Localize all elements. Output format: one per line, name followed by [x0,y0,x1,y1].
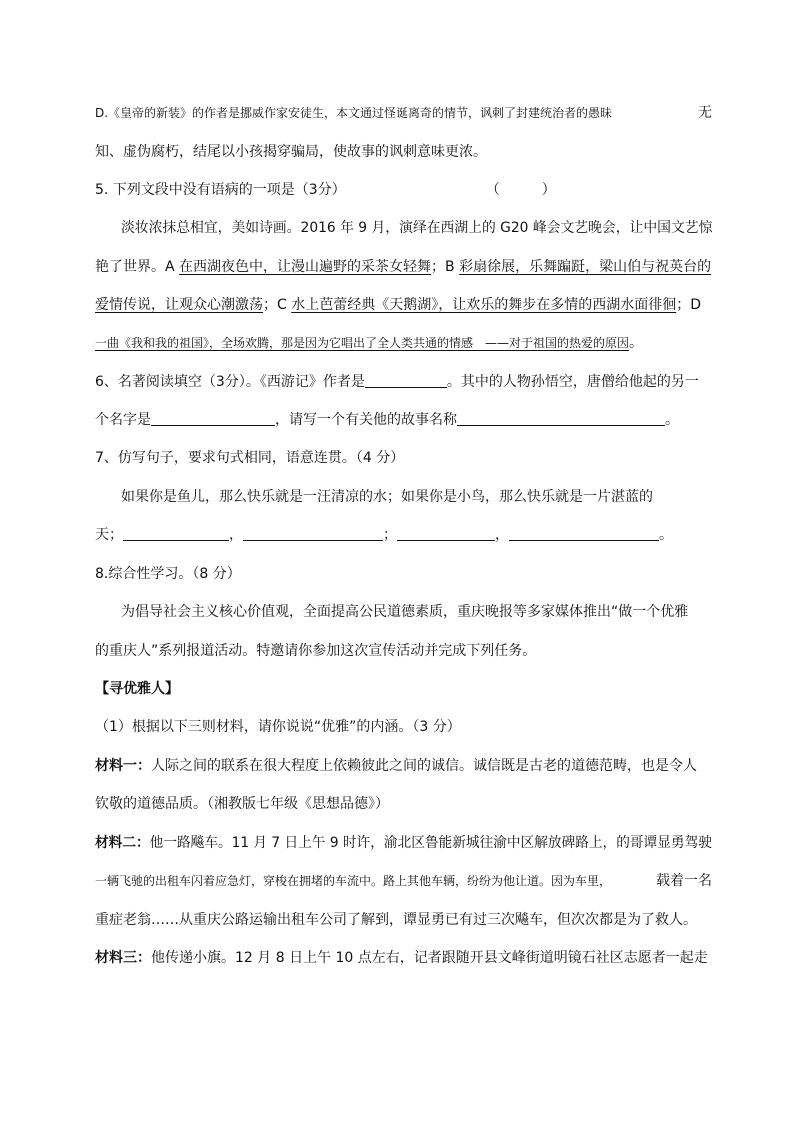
q4-d-end: 无 [698,105,712,121]
q7-text: ， [495,527,509,543]
q6-blank-author[interactable] [365,373,447,388]
q5-answer-paren: （ ） [485,182,556,198]
material-2-line2 [95,871,712,891]
material-2-text: 他一路飚车。11 月 7 日上午 9 时许，渝北区鲁能新城往渝中区解放碑路上，的哥谭显勇驾驶 [149,835,712,851]
q6-text: 6、名著阅读填空（3分）。《西游记》作者是 [95,374,365,390]
q5-text: 艳了世界。A [95,259,180,275]
q6-blank-name[interactable] [151,411,275,426]
q5-text: ；D [676,297,702,313]
q5-option-b-cont: 爱情传说，让观众心潮激荡 [95,297,263,313]
q5-text: ；B [431,259,460,275]
q6-line2 [95,410,712,430]
q7-answer-line [95,525,712,545]
q6-line1 [95,372,712,392]
material-2-text: 载着一名 [656,873,712,889]
q5-passage-line1: 淡妆浓抹总相宜，美如诗画。2016 年 9 月，演绎在西湖上的 G20 峰会文艺晚会，让中国文艺惊 [121,220,713,236]
q5-passage-line2 [95,257,712,277]
material-1-text: 人际之间的联系在很大程度上依赖彼此之间的诚信。诚信既是古老的道德范畴，也是令人 [151,758,697,774]
q6-text: 个名字是 [95,412,151,428]
q8-stem: 8.综合性学习。（8 分） [95,566,241,582]
q5-stem [95,180,712,200]
q8-section-heading: 【寻优雅人】 [95,681,179,697]
q4-option-d-line2: 知、虚伪腐朽，结尾以小孩揭穿骗局，使故事的讽刺意味更浓。 [95,144,487,160]
q5-option-a: 在西湖夜色中，让漫山遍野的采茶女轻舞 [179,259,432,275]
q5-option-b: 彩扇徐展，乐舞蹁跹，梁山伯与祝英台的 [459,259,712,275]
q6-text: 。其中的人物孙悟空，唐僧给他起的另一 [446,374,699,390]
q8-intro-line2: 的重庆人”系列报道活动。特邀请你参加这次宣传活动并完成下列任务。 [95,643,537,659]
q7-blank-4[interactable] [509,526,659,541]
q8-subquestion-1: （1）根据以下三则材料，请你说说“优雅”的内涵。（3 分） [95,719,461,735]
q7-blank-1[interactable] [123,526,229,541]
q7-text: 天； [95,527,123,543]
q6-blank-story[interactable] [457,411,665,426]
material-2-text: 一辆飞驰的出租车闪着应急灯，穿梭在拥堵的车流中。路上其他车辆，纷纷为他让道。因为车里， [95,874,612,888]
material-3-text: 他传递小旗。12 月 8 日上午 10 点左右，记者跟随开县文峰街道明镜石社区志愿者一起走 [151,950,708,966]
material-3-label: 材料三： [95,950,151,966]
q5-stem-text: 5. 下列文段中没有语病的一项是（3分） [95,182,346,198]
q5-option-c: 水上芭蕾经典《天鹅湖》，让欢乐的舞步在多情的西湖水面徘徊 [291,297,677,313]
q6-text: ，请写一个有关他的故事名称 [275,412,457,428]
material-2-line3: 重症老翁……从重庆公路运输出租车公司了解到，谭显勇已有过三次飚车，但次次都是为了救人。 [95,912,697,928]
q5-passage-line4 [95,333,712,353]
material-1-line1 [95,756,712,776]
q7-text: 。 [659,527,673,543]
q7-text: ； [383,527,397,543]
material-1-label: 材料一： [95,758,151,774]
material-3-line1 [95,948,712,968]
q4-d-text: D.《皇帝的新装》的作者是挪威作家安徒生，本文通过怪诞离奇的情节，讽刺了封建统治者的愚昧 [95,106,613,120]
material-2-label: 材料二： [95,835,150,851]
q5-text: 。 [629,335,644,351]
material-2-line1 [95,833,712,853]
q6-text: 。 [665,412,679,428]
q7-example: 如果你是鱼儿，那么快乐就是一汪清凉的水；如果你是小鸟，那么快乐就是一片湛蓝的 [121,489,653,505]
q7-stem: 7、仿写句子，要求句式相同，语意连贯。（4 分） [95,450,405,466]
q7-blank-3[interactable] [397,526,495,541]
q4-option-d-line1 [95,103,712,123]
q5-passage-line3 [95,295,712,315]
q5-option-d: 一曲《我和我的祖国》，全场欢腾，那是因为它唱出了全人类共通的情感 ——对于祖国的热爱的原因 [95,336,630,350]
q5-text: ；C [263,297,292,313]
q7-text: ， [229,527,243,543]
q7-blank-2[interactable] [243,526,383,541]
q8-intro-line1: 为倡导社会主义核心价值观，全面提高公民道德素质，重庆晚报等多家媒体推出“做一个优雅 [121,604,689,620]
material-1-line2: 钦敬的道德品质。（湘教版七年级《思想品德》） [95,796,389,812]
